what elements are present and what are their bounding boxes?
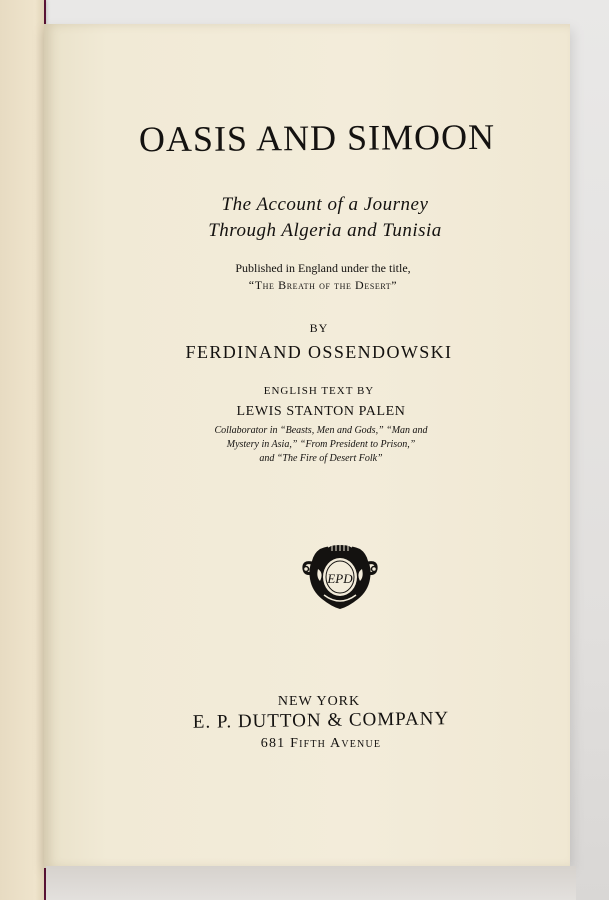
imprint-city: NEW YORK [277, 694, 361, 709]
publication-note-line-1: Published in England under the title, [235, 261, 411, 275]
publication-note-line-2: “The Breath of the Desert” [248, 278, 398, 292]
table-surface [46, 866, 576, 900]
collaborator-note-line-1: Collaborator in “Beasts, Men and Gods,” “Man and [214, 425, 428, 436]
book-title: OASIS AND SIMOON [138, 116, 496, 160]
publisher-monogram: EPD [327, 571, 353, 586]
imprint-publisher: E. P. DUTTON & COMPANY [192, 708, 450, 733]
collaborator-note-line-3: and “The Fire of Desert Folk” [259, 453, 383, 464]
by-label: BY [309, 321, 329, 335]
collaborator-note-line-2: Mystery in Asia,” “From President to Prison,” [226, 439, 416, 450]
previous-page-edge [0, 0, 44, 900]
imprint-address: 681 Fifth Avenue [260, 736, 382, 751]
author-name: FERDINAND OSSENDOWSKI [185, 342, 453, 362]
subtitle-line-2: Through Algeria and Tunisia [208, 220, 442, 241]
subtitle-line-1: The Account of a Journey [221, 194, 429, 215]
title-page [44, 24, 570, 868]
translator-name: LEWIS STANTON PALEN [236, 404, 406, 419]
publisher-emblem-icon [302, 539, 378, 611]
english-text-label: ENGLISH TEXT BY [263, 385, 375, 397]
